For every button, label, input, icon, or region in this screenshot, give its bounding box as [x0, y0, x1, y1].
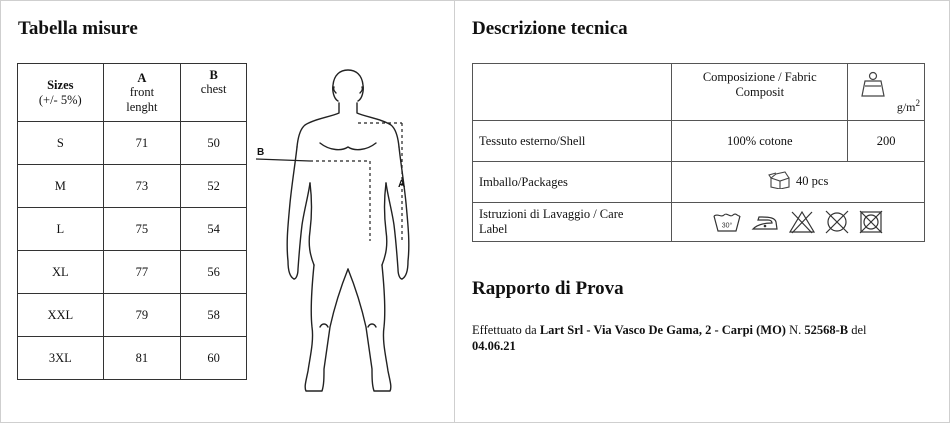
- care-label-line1: Istruzioni di Lavaggio / Care: [479, 207, 624, 221]
- report-prefix: Effettuato da: [472, 323, 540, 337]
- weight-unit-sup: 2: [915, 98, 920, 108]
- body-outline-icon: [250, 65, 450, 400]
- header-b-letter: B: [209, 68, 218, 82]
- size-table: [17, 63, 247, 380]
- header-a-letter: A: [137, 70, 147, 85]
- front-length-cell: 71: [103, 122, 181, 165]
- front-length-cell: 79: [103, 294, 181, 337]
- care-label: [473, 203, 672, 242]
- header-sizes: [18, 64, 104, 122]
- size-table-title: Tabella misure: [18, 18, 138, 39]
- size-cell: M: [18, 165, 104, 208]
- tech-description-title: Descrizione tecnica: [472, 18, 628, 39]
- table-row: [473, 203, 925, 242]
- front-length-cell: 73: [103, 165, 181, 208]
- no-tumble-dry-icon: [858, 209, 884, 235]
- packaging-cell: [672, 162, 925, 203]
- chest-cell: 56: [181, 251, 247, 294]
- report-number: 52568-B: [804, 323, 849, 337]
- packaging-value: 40 pcs: [796, 174, 829, 188]
- table-row: [18, 165, 247, 208]
- chest-cell: 58: [181, 294, 247, 337]
- composition-header: [672, 64, 848, 121]
- chest-leader-line: [256, 159, 310, 161]
- label-a: A: [398, 179, 406, 190]
- column-divider: [454, 0, 455, 423]
- weight-header: [848, 64, 925, 121]
- table-row: [18, 251, 247, 294]
- wash-30-icon: [712, 211, 742, 233]
- table-row: [18, 294, 247, 337]
- composition-header-line2: Composit: [735, 85, 785, 99]
- tech-table: [472, 63, 925, 242]
- report-suffix: del: [848, 323, 867, 337]
- report-lab: Lart Srl - Via Vasco De Gama, 2 - Carpi (MO): [539, 323, 786, 337]
- no-dry-clean-icon: [824, 209, 850, 235]
- body-figure: [250, 65, 450, 405]
- header-b-label: chest: [200, 82, 227, 97]
- header-a-line2: lenght: [126, 99, 158, 114]
- test-report-text: [472, 322, 922, 355]
- shell-weight: 200: [848, 121, 925, 162]
- wash-temp-text: 30°: [721, 222, 733, 230]
- test-report-title: Rapporto di Prova: [472, 278, 624, 299]
- empty-header-cell: [473, 64, 672, 121]
- size-cell: S: [18, 122, 104, 165]
- weight-icon: [858, 70, 888, 100]
- header-sizes-label: Sizes: [47, 78, 74, 93]
- table-row: [473, 121, 925, 162]
- chest-cell: 60: [181, 337, 247, 380]
- care-label-line2: Label: [479, 222, 508, 236]
- front-length-cell: 75: [103, 208, 181, 251]
- size-cell: L: [18, 208, 104, 251]
- chest-cell: 54: [181, 208, 247, 251]
- no-bleach-icon: [788, 210, 816, 234]
- table-row: [18, 208, 247, 251]
- table-row: [18, 122, 247, 165]
- shell-composition: 100% cotone: [672, 121, 848, 162]
- table-row: [18, 337, 247, 380]
- size-cell: 3XL: [18, 337, 104, 380]
- report-date: 04.06.21: [472, 339, 516, 354]
- chest-cell: 52: [181, 165, 247, 208]
- box-icon: [768, 171, 792, 189]
- iron-low-icon: [750, 211, 780, 233]
- tech-header-row: [473, 64, 925, 121]
- header-chest: [181, 64, 247, 122]
- weight-unit-text: g/m: [896, 100, 916, 114]
- shell-label: Tessuto esterno/Shell: [473, 121, 672, 162]
- header-a-line1: front: [129, 85, 155, 100]
- packaging-label: Imballo/Packages: [473, 162, 672, 203]
- table-row: [473, 162, 925, 203]
- report-mid: N.: [785, 323, 805, 337]
- weight-unit: [897, 98, 920, 115]
- label-b: B: [257, 147, 265, 158]
- size-table-header: [18, 64, 247, 122]
- header-tolerance: (+/- 5%): [38, 92, 82, 107]
- size-cell: XXL: [18, 294, 104, 337]
- front-length-cell: 81: [103, 337, 181, 380]
- chest-cell: 50: [181, 122, 247, 165]
- care-icons-cell: [672, 203, 925, 242]
- size-cell: XL: [18, 251, 104, 294]
- header-front-length: [103, 64, 181, 122]
- composition-header-line1: Composizione / Fabric: [702, 70, 817, 84]
- front-length-cell: 77: [103, 251, 181, 294]
